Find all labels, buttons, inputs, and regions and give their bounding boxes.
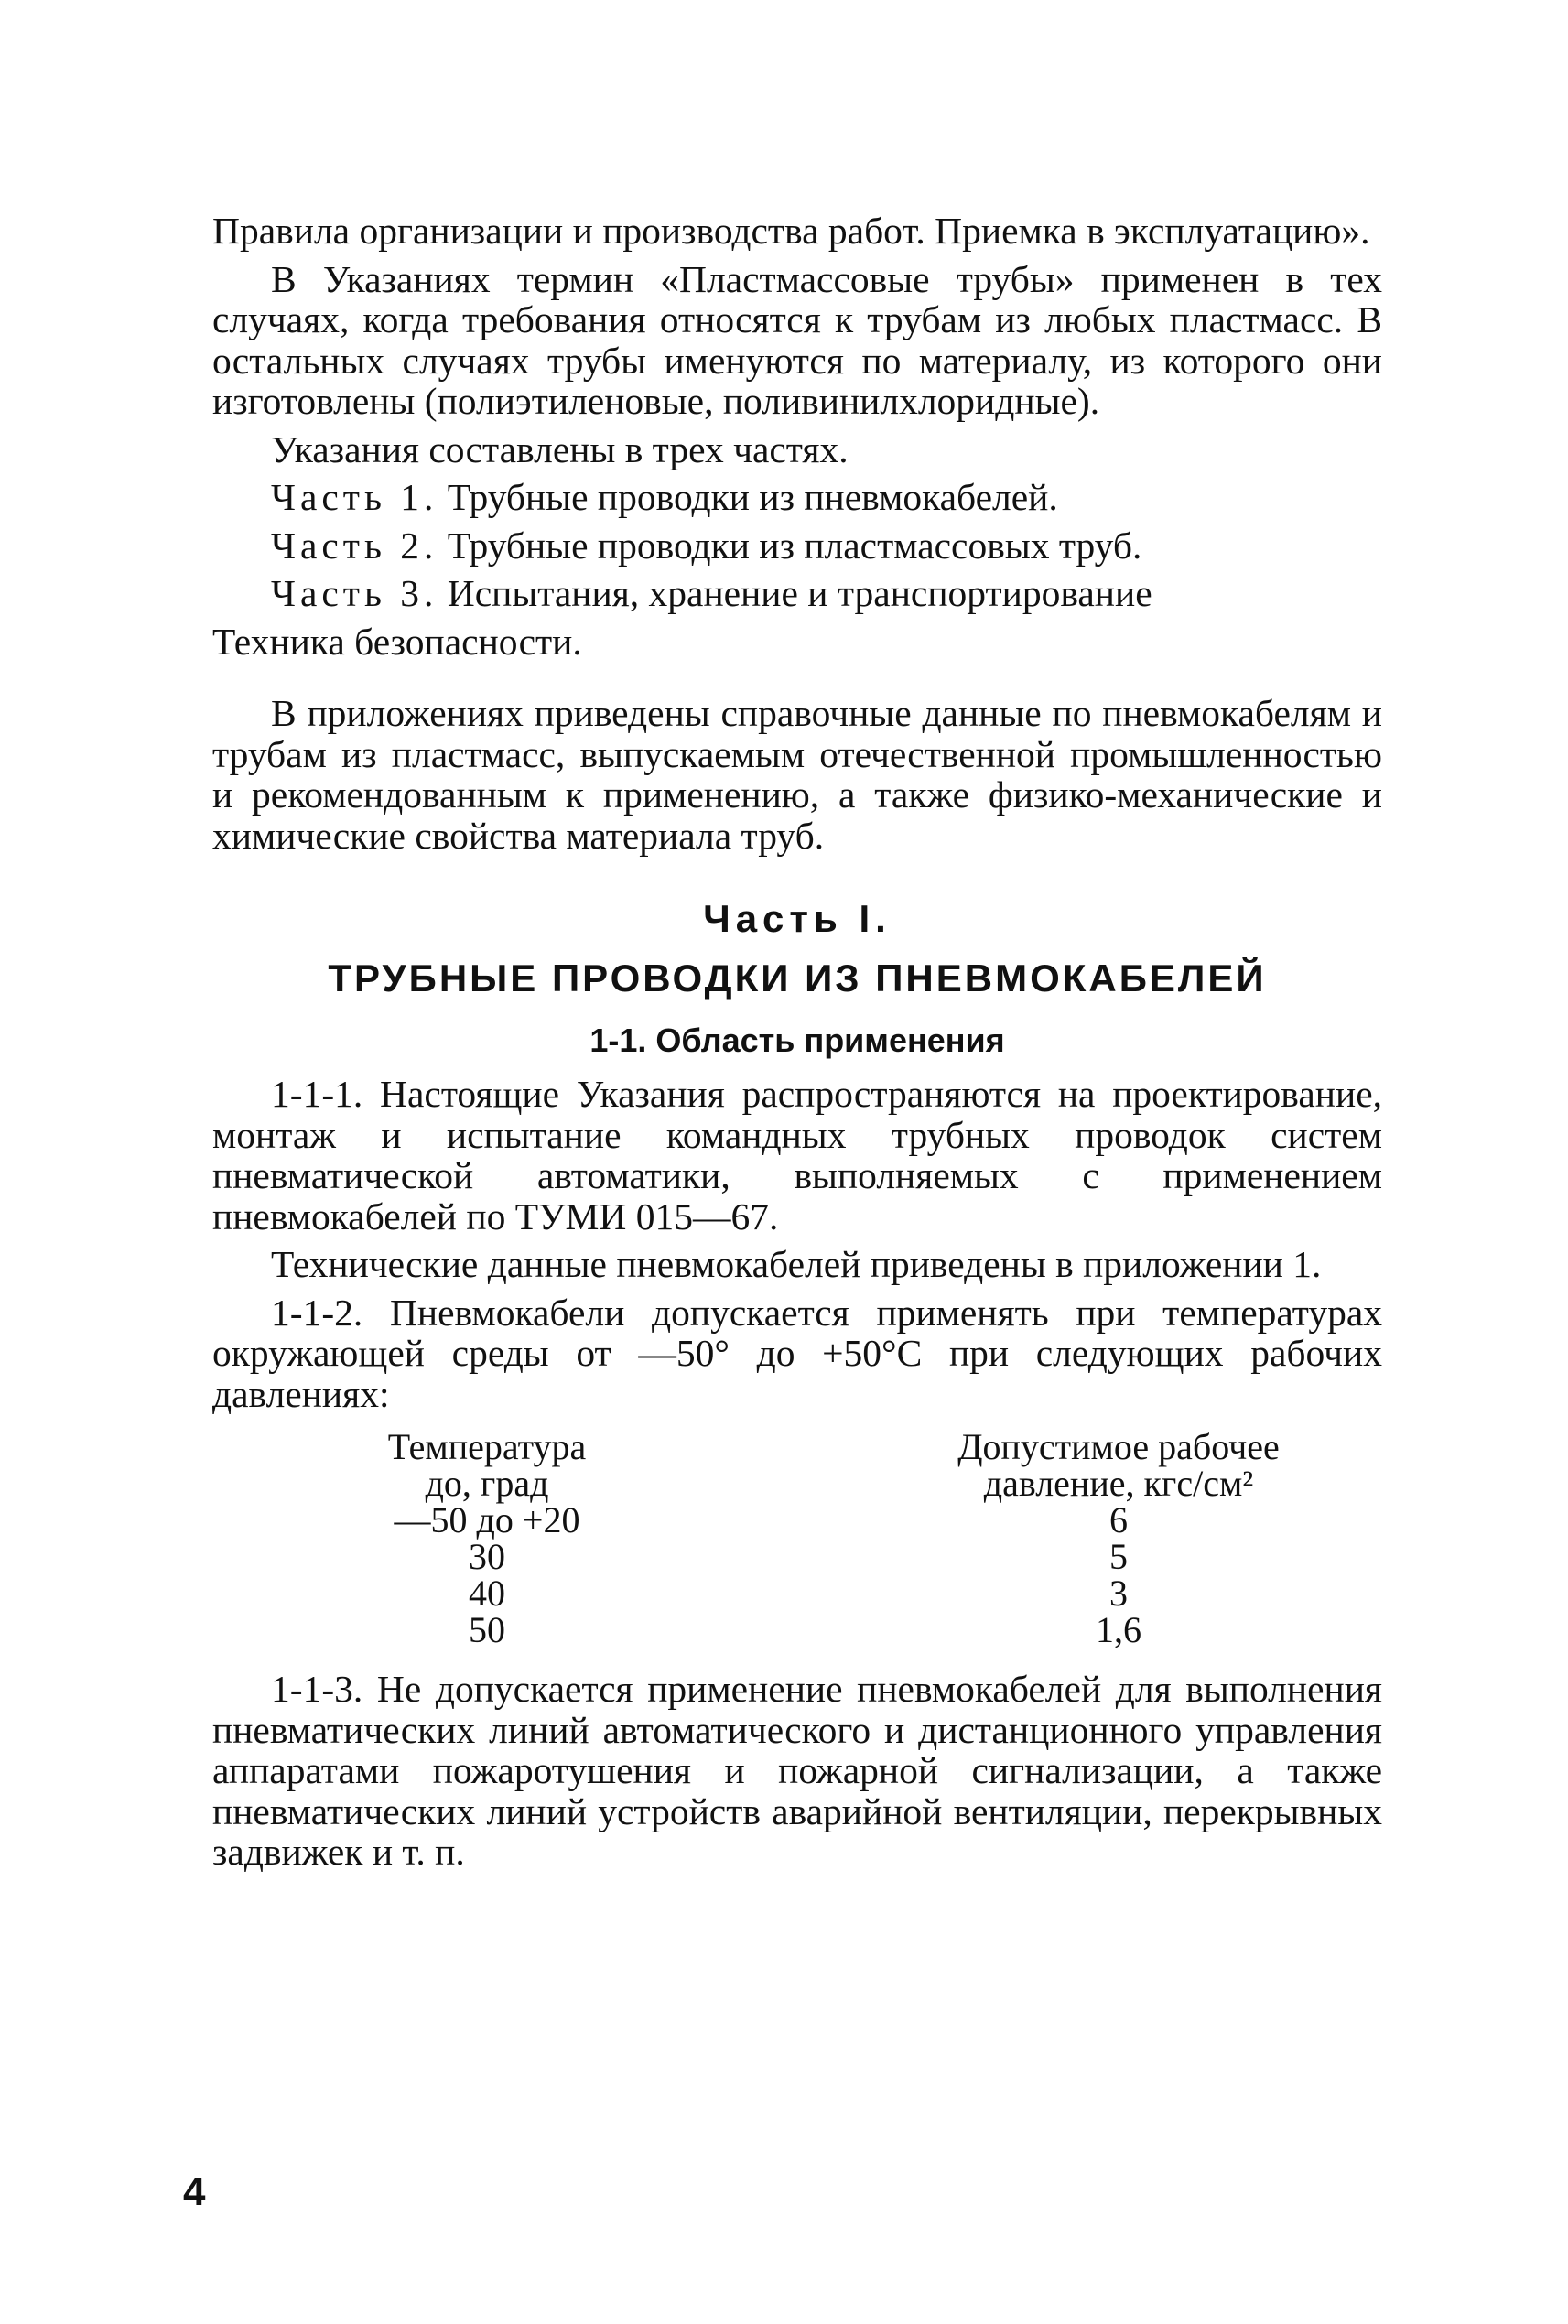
header-line: до, град [425, 1463, 549, 1504]
table-cell-pressure: 1,6 [1096, 1609, 1141, 1650]
page-number: 4 [183, 2169, 206, 2214]
intro-paragraph-2: В Указаниях термин «Пластмассовые трубы» применен в тех случаях, когда требования относятся к трубам из любых пластмасс. В остальных случаях трубы именуются по материалу, из которого они изготовлены (полиэтиленовые, поливинилхлоридные). [212, 257, 1382, 422]
table-cell-temperature: 30 [469, 1536, 505, 1577]
table-header-temperature [212, 1426, 624, 1504]
table-cell-temperature: 40 [469, 1573, 505, 1614]
intro-paragraph-4: Техника безопасности. [212, 620, 582, 663]
header-line: давление, кгс/см² [983, 1463, 1254, 1504]
table-cell-pressure: 3 [1109, 1573, 1128, 1614]
table-cell-temperature: 50 [469, 1609, 505, 1650]
part-list-item-3 [212, 573, 1382, 614]
part-list-text: Трубные проводки из пневмокабелей. [447, 476, 1058, 518]
table-header-row [212, 1429, 1347, 1502]
header-line: Температура [387, 1426, 587, 1467]
part-title: ТРУБНЫЕ ПРОВОДКИ ИЗ ПНЕВМОКАБЕЛЕЙ [328, 957, 1267, 1000]
table-row [212, 1539, 1347, 1575]
table-cell-pressure: 6 [1109, 1499, 1128, 1540]
table-row [212, 1575, 1347, 1612]
part-list-item-2 [212, 525, 1382, 567]
part-list-text: Испытания, хранение и транспортирование [447, 572, 1152, 614]
table-header-pressure [624, 1426, 1347, 1504]
section-paragraph-3: 1-1-2. Пневмокабели допускается применять при температурах окружающей среды от —50° до +50°С при следующих рабочих давлениях: [212, 1291, 1382, 1415]
page-content [212, 211, 1382, 1873]
section-paragraph-4: 1-1-3. Не допускается применение пневмокабелей для выполнения пневматических линий автоматического и дистанционного управления аппаратами пожаротушения и пожарной сигнализации, а также пневматических линий устройств аварийной вентиляции, перекрывных задвижек и т. п. [212, 1668, 1382, 1873]
pressure-table [212, 1426, 1347, 1650]
table-cell-temperature: —50 до +20 [394, 1499, 580, 1540]
part-label: Часть I. [703, 897, 892, 940]
part-list-label: Часть 1. [271, 476, 438, 518]
table-row [212, 1502, 1347, 1539]
intro-paragraph-3: Указания составлены в трех частях. [271, 427, 849, 470]
table-row [212, 1612, 1347, 1648]
header-line: Допустимое рабочее [957, 1426, 1280, 1467]
part-list-item-1 [212, 477, 1382, 518]
part-list-text: Трубные проводки из пластмассовых труб. [447, 524, 1142, 567]
intro-paragraph-1: Правила организации и производства работ. Приемка в эксплуатацию». [212, 210, 1370, 252]
part-list-label: Часть 3. [271, 572, 438, 614]
part-list-label: Часть 2. [271, 524, 438, 567]
section-paragraph-2: Технические данные пневмокабелей приведены в приложении 1. [271, 1243, 1322, 1285]
intro-paragraph-5: В приложениях приведены справочные данные по пневмокабелям и трубам из пластмасс, выпускаемым отечественной промышленностью и рекомендованным к применению, а также физико-механические и химические свойства материала труб. [212, 692, 1382, 857]
section-title: 1-1. Область применения [589, 1021, 1005, 1059]
table-cell-pressure: 5 [1109, 1536, 1128, 1577]
section-paragraph-1: 1-1-1. Настоящие Указания распространяются на проектирование, монтаж и испытание командных трубных проводок систем пневматической автоматики, выполняемых с применением пневмокабелей по ТУМИ 015—67. [212, 1073, 1382, 1238]
